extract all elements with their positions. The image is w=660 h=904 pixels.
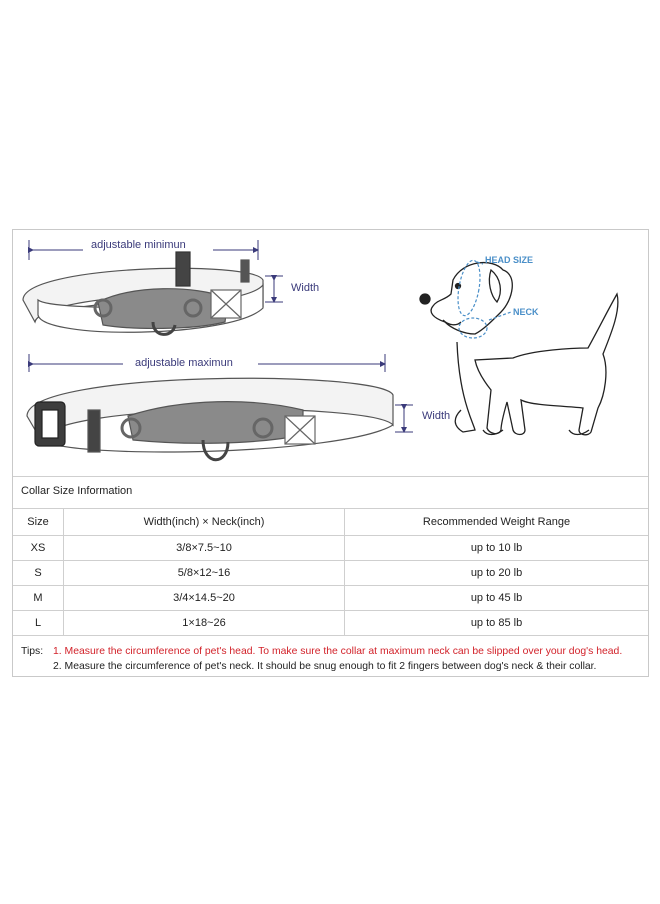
cell-weight: up to 85 lb: [345, 611, 649, 636]
size-chart-panel: [12, 229, 649, 677]
width-indicator-top: [265, 276, 283, 302]
table-header-row: [13, 509, 648, 536]
cell-weight: up to 10 lb: [345, 536, 649, 561]
cell-size: M: [13, 586, 64, 611]
tip-line-1: [21, 644, 622, 659]
label-width-bottom: Width: [422, 410, 451, 422]
tips-label: Tips:: [21, 646, 44, 657]
cell-size: S: [13, 561, 64, 586]
cell-width-neck: 3/8×7.5~10: [64, 536, 345, 561]
dog-illustration: [420, 263, 618, 435]
header-width-neck: Width(inch) × Neck(inch): [64, 509, 345, 536]
table-title: Collar Size Information: [21, 485, 133, 497]
table-row: [13, 561, 648, 586]
table-row: [13, 536, 648, 561]
cell-size: L: [13, 611, 64, 636]
collar-max: [27, 378, 393, 459]
width-indicator-bottom: [395, 405, 413, 432]
divider: [13, 476, 648, 477]
cell-weight: up to 45 lb: [345, 586, 649, 611]
collar-diagram: [13, 230, 650, 476]
cell-width-neck: 3/4×14.5~20: [64, 586, 345, 611]
collar-min: [23, 252, 263, 334]
header-weight-range: Recommended Weight Range: [345, 509, 649, 536]
cell-width-neck: 1×18~26: [64, 611, 345, 636]
cell-weight: up to 20 lb: [345, 561, 649, 586]
table-row: [13, 586, 648, 611]
table-row: [13, 611, 648, 636]
tip-1: 1. Measure the circumference of pet's head. To make sure the collar at maximum neck can be slipped over your dog's head.: [53, 646, 623, 657]
tip-2: 2. Measure the circumference of pet's neck. It should be snug enough to fit 2 fingers between dog's neck & their collar.: [53, 661, 597, 672]
size-table: [13, 508, 648, 636]
label-head-size: HEAD SIZE: [485, 255, 534, 265]
label-adjustable-maximum: adjustable maximun: [135, 357, 233, 369]
cell-size: XS: [13, 536, 64, 561]
header-size: Size: [13, 509, 64, 536]
collar-illustration: [13, 230, 650, 476]
label-width-top: Width: [291, 282, 320, 294]
label-neck: NECK: [513, 307, 539, 317]
label-adjustable-minimum: adjustable minimun: [91, 239, 186, 251]
tips-section: [21, 644, 622, 674]
cell-width-neck: 5/8×12~16: [64, 561, 345, 586]
